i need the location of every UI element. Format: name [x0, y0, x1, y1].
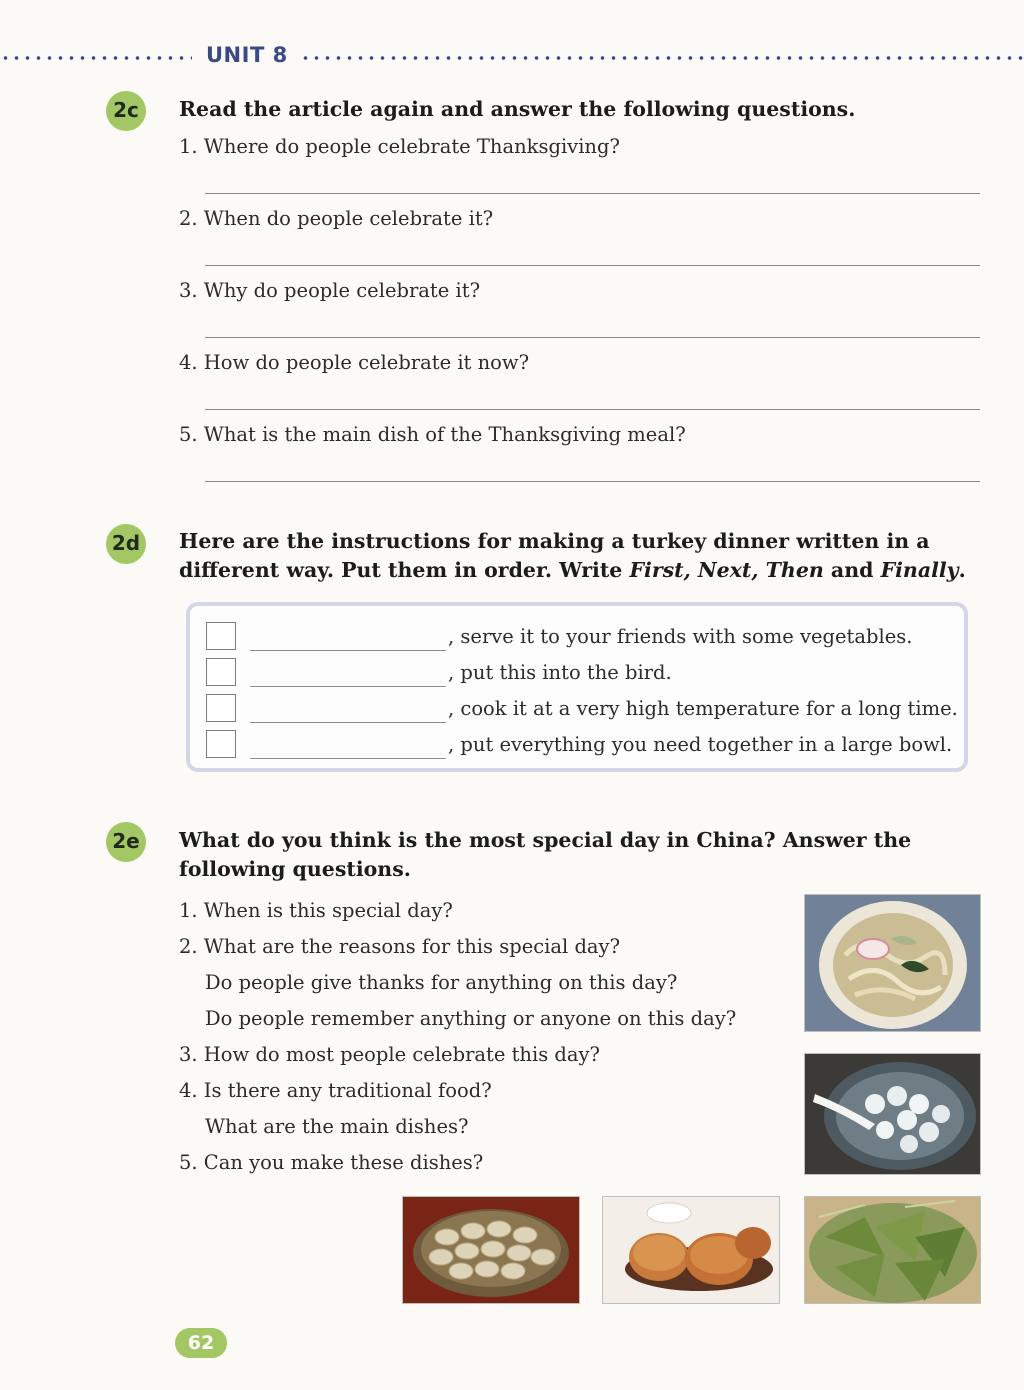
- badge-2d: 2d: [106, 524, 146, 564]
- answer-line-2c-2[interactable]: [205, 265, 980, 266]
- instruction-2d-and: and: [823, 558, 881, 582]
- question-2e-5: 5. Can you make these dishes?: [179, 1151, 484, 1174]
- answer-line-2c-1[interactable]: [205, 193, 980, 194]
- dumplings-photo: [403, 1197, 579, 1303]
- answer-line-2c-3[interactable]: [205, 337, 980, 338]
- order-word-line-3[interactable]: [250, 722, 446, 723]
- order-step-1: , serve it to your friends with some vegetables.: [448, 625, 913, 648]
- question-2e-1: 1. When is this special day?: [179, 899, 453, 922]
- badge-2c: 2c: [106, 91, 146, 131]
- instruction-2e-line1: What do you think is the most special day in China? Answer the: [179, 828, 912, 852]
- header-dots-right: [300, 55, 1024, 61]
- unit-label: UNIT 8: [206, 43, 288, 67]
- zongzi-photo: [805, 1197, 980, 1303]
- question-2e-2a: Do people give thanks for anything on this day?: [205, 971, 678, 994]
- instruction-2d-last: Finally: [880, 558, 959, 582]
- order-step-2: , put this into the bird.: [448, 661, 672, 684]
- instruction-2e-line2: following questions.: [179, 857, 411, 881]
- question-2e-4a: What are the main dishes?: [205, 1115, 469, 1138]
- order-checkbox-2[interactable]: [206, 658, 236, 686]
- tangyuan-image: [805, 1054, 980, 1174]
- question-2e-4: 4. Is there any traditional food?: [179, 1079, 492, 1102]
- order-step-4: , put everything you need together in a large bowl.: [448, 733, 953, 756]
- question-2e-3: 3. How do most people celebrate this day?: [179, 1043, 601, 1066]
- header-dots-left: [0, 55, 192, 61]
- tangyuan-photo: [805, 1054, 980, 1174]
- badge-2e: 2e: [106, 822, 146, 862]
- answer-line-2c-5[interactable]: [205, 481, 980, 482]
- instruction-2d-prefix: different way. Put them in order. Write: [179, 558, 630, 582]
- dumplings-image: [403, 1197, 579, 1303]
- answer-line-2c-4[interactable]: [205, 409, 980, 410]
- page-number: 62: [175, 1328, 227, 1358]
- instruction-2c: Read the article again and answer the following questions.: [179, 97, 856, 121]
- instruction-2d-line2: [179, 556, 966, 585]
- question-2c-4: 4. How do people celebrate it now?: [179, 351, 530, 374]
- question-2e-2: 2. What are the reasons for this special day?: [179, 935, 621, 958]
- question-2c-2: 2. When do people celebrate it?: [179, 207, 494, 230]
- instruction-2d-words: First, Next, Then: [629, 558, 824, 582]
- noodles-photo: [805, 895, 980, 1031]
- order-checkbox-3[interactable]: [206, 694, 236, 722]
- order-word-line-4[interactable]: [250, 758, 446, 759]
- order-word-line-2[interactable]: [250, 686, 446, 687]
- noodles-image: [805, 895, 980, 1031]
- mooncakes-photo: [603, 1197, 779, 1303]
- zongzi-image: [805, 1197, 980, 1303]
- question-2c-1: 1. Where do people celebrate Thanksgiving?: [179, 135, 620, 158]
- instruction-2d-line1: Here are the instructions for making a turkey dinner written in a: [179, 529, 930, 553]
- order-checkbox-4[interactable]: [206, 730, 236, 758]
- question-2c-3: 3. Why do people celebrate it?: [179, 279, 481, 302]
- order-word-line-1[interactable]: [250, 650, 446, 651]
- order-step-3: , cook it at a very high temperature for a long time.: [448, 697, 958, 720]
- question-2e-2b: Do people remember anything or anyone on this day?: [205, 1007, 737, 1030]
- question-2c-5: 5. What is the main dish of the Thanksgiving meal?: [179, 423, 686, 446]
- instruction-2d-end: .: [958, 558, 966, 582]
- page-header: [0, 40, 1024, 74]
- mooncakes-image: [603, 1197, 779, 1303]
- order-checkbox-1[interactable]: [206, 622, 236, 650]
